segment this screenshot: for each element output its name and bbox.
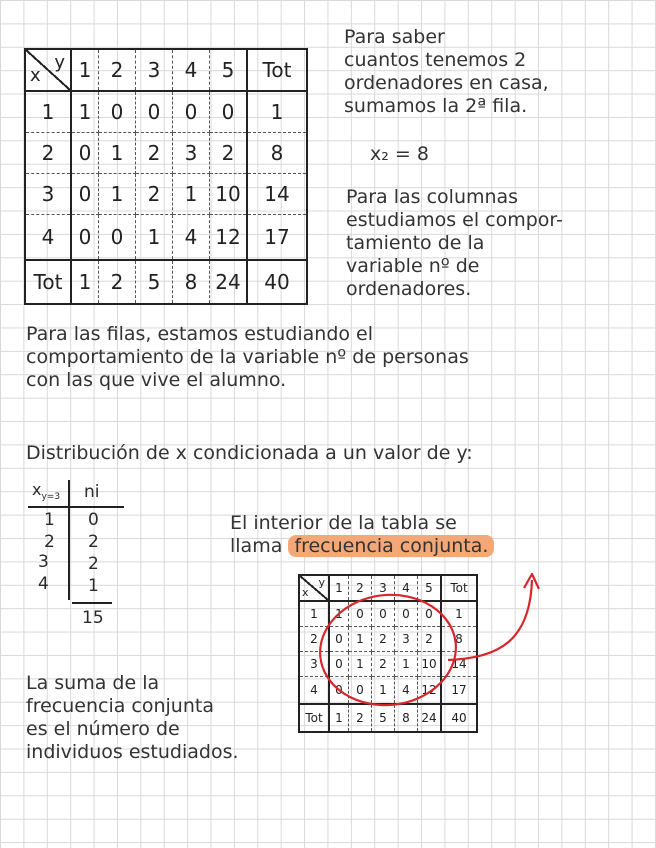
col-header: 1 — [329, 575, 349, 601]
col-total: 5 — [136, 260, 173, 304]
table-cell: 1 — [395, 652, 418, 677]
conditional-x: 2 — [44, 532, 55, 552]
col-header: 1 — [71, 49, 99, 91]
table-cell: 0 — [71, 174, 99, 215]
table-cell: 0 — [349, 677, 372, 705]
table-cell: 2 — [136, 174, 173, 215]
row-total: 17 — [441, 677, 477, 705]
table-cell: 2 — [372, 627, 395, 652]
table-cell: 4 — [173, 215, 210, 261]
note-line: La suma de la — [26, 672, 160, 694]
table-cell: 1 — [349, 627, 372, 652]
table-cell: 2 — [418, 627, 442, 652]
table-cell: 2 — [136, 133, 173, 174]
table-cell: 4 — [395, 677, 418, 705]
table-cell: 12 — [210, 215, 248, 261]
conditional-x: 1 — [44, 510, 55, 530]
col-header: 4 — [395, 575, 418, 601]
conditional-ni: 1 — [88, 576, 99, 596]
row-label: 2 — [25, 133, 71, 174]
table-cell: 0 — [329, 627, 349, 652]
note-line: ordenadores en casa, — [344, 72, 549, 94]
col-total: 1 — [71, 260, 99, 304]
red-circle — [315, 588, 462, 712]
note-line: con las que vive el alumno. — [26, 369, 287, 391]
row-label: 4 — [25, 215, 71, 261]
note-line: El interior de la tabla se — [230, 512, 457, 534]
red-arrow — [448, 580, 532, 660]
distribution-heading: Distribución de x condicionada a un valor de y: — [26, 442, 473, 464]
col-header: 3 — [372, 575, 395, 601]
col-header: 3 — [136, 49, 173, 91]
col-header: Tot — [441, 575, 477, 601]
note-line: variable nº de — [346, 255, 480, 277]
table-cell: 3 — [395, 627, 418, 652]
header-sub: y=3 — [41, 492, 61, 503]
conditional-ni: 2 — [88, 554, 99, 574]
row-label: 3 — [299, 652, 329, 677]
col-total: 1 — [329, 704, 349, 732]
note-sum — [26, 672, 306, 764]
col-total: 2 — [99, 260, 136, 304]
conditional-header-ni: ni — [84, 482, 100, 502]
grand-total: 40 — [441, 704, 477, 732]
note-line: Para las filas, estamos estudiando el — [26, 323, 374, 345]
note-line: Para las columnas — [346, 186, 519, 208]
col-total: 8 — [395, 704, 418, 732]
table-cell: 3 — [173, 133, 210, 174]
table-cell: 0 — [99, 215, 136, 261]
col-total: 2 — [349, 704, 372, 732]
row-label: 1 — [299, 601, 329, 627]
table-cell: 1 — [99, 133, 136, 174]
table-cell: 0 — [136, 91, 173, 133]
note-line: comportamiento de la variable nº de personas — [26, 346, 469, 368]
col-header: 4 — [173, 49, 210, 91]
corner-x-label: x — [302, 586, 309, 599]
table-cell: 0 — [418, 601, 442, 627]
row-label: 1 — [25, 91, 71, 133]
row-label: 2 — [299, 627, 329, 652]
table-cell: 1 — [173, 174, 210, 215]
table-cell: 1 — [99, 174, 136, 215]
row-total: 1 — [441, 601, 477, 627]
highlight-frecuencia-conjunta: frecuencia conjunta. — [288, 535, 494, 557]
row-label: 3 — [25, 174, 71, 215]
row-total: 14 — [441, 652, 477, 677]
equation-x2: x₂ = 8 — [370, 143, 429, 165]
table-cell: 2 — [210, 133, 248, 174]
col-total: 5 — [372, 704, 395, 732]
col-total: 8 — [173, 260, 210, 304]
col-header: 2 — [349, 575, 372, 601]
conditional-total: 15 — [82, 608, 104, 628]
note-line: estudiamos el compor- — [346, 209, 563, 231]
note-line: frecuencia conjunta — [26, 695, 214, 717]
table-cell: 0 — [71, 133, 99, 174]
header-x: x — [32, 480, 42, 499]
row-label: Tot — [299, 704, 329, 732]
col-total: 24 — [418, 704, 442, 732]
col-header: 5 — [210, 49, 248, 91]
row-total: 1 — [247, 91, 307, 133]
table-cell: 10 — [418, 652, 442, 677]
row-total: 8 — [247, 133, 307, 174]
table-cell: 0 — [210, 91, 248, 133]
col-header: Tot — [247, 49, 307, 91]
table-cell: 0 — [349, 601, 372, 627]
note-line: tamiento de la — [346, 232, 485, 254]
note-line: individuos estudiados. — [26, 741, 239, 763]
table-cell: 0 — [329, 677, 349, 705]
table-cell: 10 — [210, 174, 248, 215]
conditional-x: 3 — [38, 552, 49, 572]
note-line: Para saber — [344, 26, 445, 48]
table-cell: 0 — [395, 601, 418, 627]
table-cell: 1 — [136, 215, 173, 261]
note-line: ordenadores. — [346, 278, 472, 300]
note-prefix: llama — [230, 535, 289, 557]
row-total: 8 — [441, 627, 477, 652]
conditional-ni: 2 — [88, 532, 99, 552]
table-cell: 0 — [71, 215, 99, 261]
row-label: 4 — [299, 677, 329, 705]
corner-y-label: y — [54, 52, 65, 73]
table-cell: 0 — [329, 652, 349, 677]
table-cell: 1 — [71, 91, 99, 133]
table-cell: 12 — [418, 677, 442, 705]
note-line: es el número de — [26, 718, 180, 740]
corner-y-label: y — [318, 576, 325, 589]
table-cell: 1 — [349, 652, 372, 677]
conditional-ni: 0 — [88, 510, 99, 530]
col-total: 24 — [210, 260, 248, 304]
table-cell: 1 — [372, 677, 395, 705]
table-cell: 1 — [329, 601, 349, 627]
table-cell: 0 — [99, 91, 136, 133]
conditional-x: 4 — [38, 574, 49, 594]
row-total: 17 — [247, 215, 307, 261]
grand-total: 40 — [247, 260, 307, 304]
note-line: sumamos la 2ª fila. — [344, 95, 528, 117]
table-cell: 0 — [372, 601, 395, 627]
table-cell: 0 — [173, 91, 210, 133]
note-line: cuantos tenemos 2 — [344, 49, 527, 71]
col-header: 5 — [418, 575, 442, 601]
row-label: Tot — [25, 260, 71, 304]
row-total: 14 — [247, 174, 307, 215]
col-header: 2 — [99, 49, 136, 91]
table-cell: 2 — [372, 652, 395, 677]
corner-x-label: x — [30, 65, 41, 86]
